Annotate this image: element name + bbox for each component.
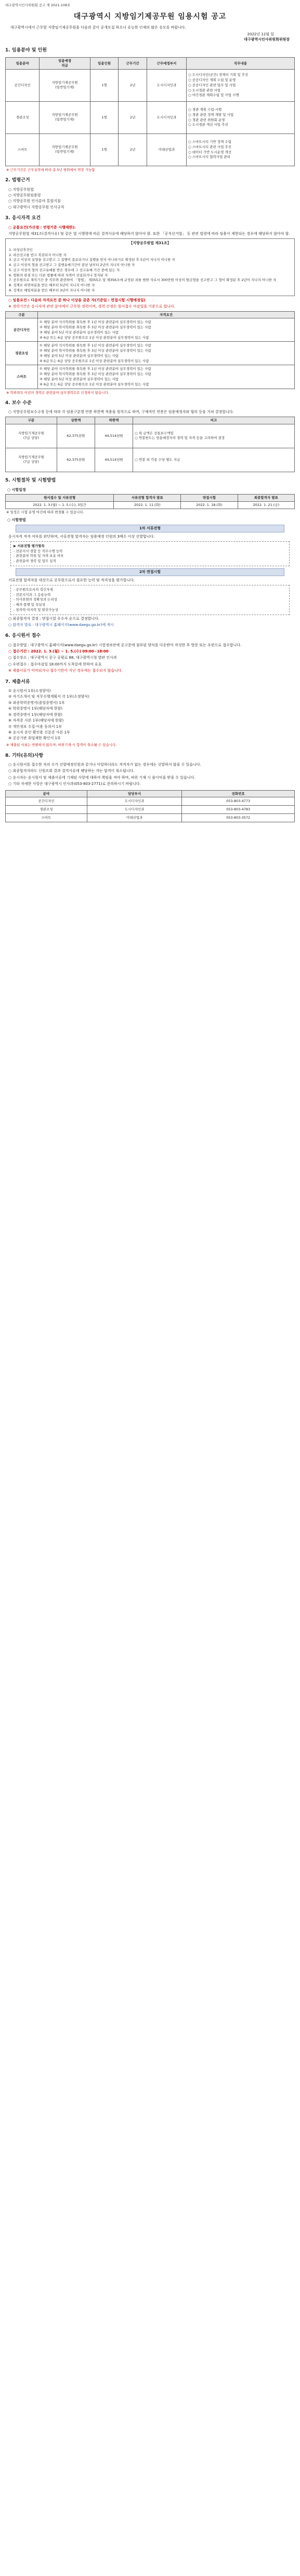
requirement-line: ① 해당 분야 석사학위를 취득한 후 1년 이상 관련분야 실무경력이 있는 사람: [40, 367, 151, 371]
requirement-line: ③ 해당 분야 5년 이상 관련분야 실무경력이 있는 사람: [40, 330, 119, 335]
method-subhead: ○ 시험방법: [7, 517, 26, 522]
disqualification-item: 3. 금고 이상의 실형을 선고받고 그 집행이 종료되거나 집행을 받지 아니하기로 확정된 후 5년이 지나지 아니한 자: [9, 258, 175, 262]
notes-list: [5, 763, 295, 787]
req-header-category: 구분: [6, 311, 38, 318]
legal-basis-item: ○ 대구광역시 지방공무원 인사규칙: [8, 205, 64, 209]
document-item: ⑤ 경력증명서 1부(해당자에 한함): [8, 712, 63, 717]
schedule-header: 원서접수 및 서류전형: [6, 495, 114, 502]
contact-row: [6, 806, 295, 814]
section-4-title: 4. 보수 수준: [5, 401, 32, 406]
stage1-criteria-title: ▶ 서류전형 평가항목: [14, 543, 45, 548]
requirement-text: [38, 342, 295, 365]
legal-basis-item: ○ 지방공무원 인사분야 통합지침: [8, 199, 61, 204]
common-requirement-text: 지방공무원법 제31조(결격사유) 및 같은 법 시행령에 따른 결격사유에 해당하지 않아야 함. 또한 「공직선거법」 등 관련 법령에 따라 임용이 제한되는 경우에 해당하지 않아야 함.: [8, 231, 290, 236]
section-1-title: 1. 임용분야 및 인원: [5, 48, 47, 54]
stage2-criterion: - 창의력·의지력 및 발전가능성: [14, 607, 58, 612]
requirement-text: [38, 365, 295, 389]
contact-cell: 스마트: [6, 814, 87, 822]
position-dept: 미래산업과: [147, 134, 186, 166]
disqualification-box-title: 【지방공무원법 제31조】: [129, 241, 171, 246]
positions-header: 근무예정부서: [147, 58, 186, 70]
schedule-header: 최종합격자 발표: [238, 495, 294, 502]
position-period: 2년: [119, 101, 147, 134]
duty-line: ○ 공공디자인 계획 수립 및 운영: [188, 78, 236, 83]
pay-row: [6, 448, 295, 472]
requirement-line: ② 해당 분야 학사학위를 취득한 후 3년 이상 관련분야 실무경력이 있는 사람: [40, 349, 151, 353]
duty-line: ○ 도시경관 관련 사업: [188, 88, 221, 92]
pay-header: 구분: [6, 417, 57, 424]
legal-basis-item: ○ 지방공무원임용령: [8, 193, 41, 198]
pay-intro: ○ 지방공무원보수규정 등에 따라 각 임용구분별 연봉 하한액 적용을 원칙으로 하며, 구체적인 연봉은 임용예정자와 협의 등을 거쳐 결정합니다.: [8, 410, 234, 415]
section-8-title: 8. 기타(유의)사항: [5, 753, 44, 758]
pay-min: 44,514천원: [95, 424, 133, 448]
contact-row: [6, 814, 295, 822]
pay-header: 상한액: [57, 417, 95, 424]
issuing-org: 대구광역시인사위원회위원장: [244, 37, 290, 42]
pay-min: 44,514천원: [95, 448, 133, 472]
legal-basis-item: ○ 지방공무원법: [8, 187, 34, 192]
duty-line: ○ 데이터 기반 도시운영 개선: [188, 150, 231, 154]
document-item: ④ 학위증명서 1부(해당자에 한함): [8, 706, 63, 711]
positions-header: 직무내용: [186, 58, 294, 70]
stage2-text: 서류전형 합격자를 대상으로 공무원으로서 필요한 능력 및 적격성을 평가합니다.: [8, 578, 135, 583]
duty-line: ○ 경관 관련 정책 개발 및 사업: [188, 112, 234, 117]
career-note: ※ 경력기간은 응시자격 관련 분야에서 근무한 경력이며, 경력 산정은 원서접수 마감일을 기준으로 합니다.: [8, 304, 176, 309]
stage1-text: 응시자격 적격 여부를 판단하며, 서류전형 합격자는 임용예정 인원의 3배수 이상 선발합니다.: [8, 535, 155, 539]
requirements-note: ※ 학위취득 이전의 경력은 관련분야 실무경력으로 인정하지 않습니다.: [6, 390, 109, 395]
section-7-title: 7. 제출서류: [5, 679, 30, 685]
requirement-category: 경관조성: [6, 342, 38, 365]
positions-header: 근무기간: [119, 58, 147, 70]
section-6-title: 6. 응시원서 접수: [5, 633, 41, 639]
disqualification-item: 1. 피성년후견인: [9, 247, 33, 252]
requirements-table: [5, 311, 295, 389]
documents-note: ※ 제출된 서류는 반환하지 않으며, 허위기재 시 합격이 취소될 수 있습니다.: [6, 742, 117, 747]
duty-line: ○ 스마트시티 기반 정책 수립: [188, 140, 231, 144]
page-title: 대구광역시 지방임기제공무원 임용시험 공고: [73, 12, 227, 21]
document-item: ⑧ 응시자 본인 확인용 신분증 사본 1부: [8, 730, 70, 735]
contact-cell: 053-803-4773: [182, 797, 295, 806]
schedule-table: [5, 494, 295, 509]
duty-line: ○ 스마트시티 관련 사업 추진: [188, 144, 231, 149]
document-item: ⑨ 공공기관 취업제한 확인서 1부: [8, 736, 61, 741]
requirement-line: ④ 6급 또는 6급 상당 공무원으로 1년 이상 관련분야 실무경력이 있는 사람: [40, 358, 149, 363]
disqualification-item: 6. 법원의 판결 또는 다른 법률에 따라 자격이 상실되거나 정지된 자: [9, 273, 108, 277]
note-item: ○ 기타 자세한 사항은 대구광역시 인사과(053-803-2771)로 문의하시기 바랍니다.: [8, 782, 141, 786]
requirement-text: [38, 318, 295, 342]
common-requirement-label: ○ 공통요건(가산점 : 연령기준 시행제한):: [8, 225, 76, 230]
pay-row: [6, 424, 295, 448]
section-3-title: 3. 응시자격 요건: [5, 216, 41, 221]
schedule-note: ※ 일정은 시험 운영 여건에 따라 변경될 수 있습니다.: [6, 510, 84, 514]
position-grade: 지방임기제공무원 (일반임기제): [40, 101, 90, 134]
requirement-line: ② 해당 분야 학사학위를 취득한 후 3년 이상 관련분야 실무경력이 있는 사람: [40, 372, 151, 377]
position-grade: 지방임기제공무원 (일반임기제): [40, 134, 90, 166]
contact-cell: 경관조성: [6, 806, 87, 814]
note-item: ○ 응시자는 응시원서 및 제출서류에 기재된 사항에 대하여 책임을 져야 하며, 허위 기재 시 불이익을 받을 수 있습니다.: [8, 775, 195, 780]
position-grade: 지방임기제공무원 (일반임기제): [40, 69, 90, 101]
position-dept: 도시디자인과: [147, 101, 186, 134]
stage2-criterion: - 공무원으로서의 정신자세: [14, 587, 53, 592]
requirement-line: ③ 해당 분야 5년 이상 관련분야 실무경력이 있는 사람: [40, 377, 119, 381]
duty-line: ○ 도시디자인(공간) 정책의 기획 및 추진: [188, 73, 249, 77]
legal-basis-list: [8, 188, 295, 210]
position-duties: [186, 69, 294, 101]
positions-row: [6, 69, 295, 101]
contact-cell: 053-803-4783: [182, 806, 295, 814]
document-item: ③ 최종학력증명서(졸업증명서) 1부: [8, 700, 65, 705]
notice-number: 대구광역시인사위원회 공고 제 2021-108호: [5, 3, 71, 7]
position-field: 스마트: [6, 134, 40, 166]
disqualification-item: 5. 금고 이상의 형의 선고유예를 받은 경우에 그 선고유예 기간 중에 있는 자: [9, 268, 120, 272]
stage1-criterion: - 전문지식·경험 등 직무수행 능력: [14, 549, 63, 553]
stage2-criterion: - 의사표현의 정확성과 논리성: [14, 597, 57, 602]
document-item: ⑥ 자격증 사본 1부(해당자에 한함): [8, 718, 64, 723]
stage2-banner: 2차 면접시험: [16, 568, 284, 576]
pay-note: ○ 연봉 외 각종 수당 별도 지급: [133, 448, 295, 472]
schedule-value: 2022. 1. 21.(금): [238, 501, 294, 509]
requirement-line: ① 해당 분야 석사학위를 취득한 후 1년 이상 관련분야 실무경력이 있는 사람: [40, 320, 151, 325]
duty-line: ○ 공공디자인 관련 업무 및 사업: [188, 83, 236, 87]
requirement-line: ② 해당 분야 학사학위를 취득한 후 3년 이상 관련분야 실무경력이 있는 사람: [40, 325, 151, 330]
stage2-criteria-box: [10, 585, 290, 615]
mail-application: ○ 우편접수 : 접수마감일 18:00까지 도착분에 한하여 유효: [8, 662, 102, 666]
requirement-row: [6, 318, 295, 342]
documents-list: [8, 689, 295, 741]
pay-max: 62,375천원: [57, 424, 95, 448]
requirement-row: [6, 342, 295, 365]
note-item: ○ 응시원서를 접수한 자의 수가 선발예정인원과 같거나 미달하더라도 적격자가 없는 경우에는 선발하지 않을 수 있습니다.: [8, 762, 201, 767]
application-method: ○ 접수방법 : 대구광역시 홈페이지(www.daegu.go.kr) 시험정보란에 공고문에 첨부된 양식을 다운받아 작성한 후 방문 또는 우편으로 접수합니다.: [8, 643, 242, 647]
disqualification-item: 2. 파산선고를 받고 복권되지 아니한 자: [9, 252, 67, 257]
positions-header: 임용인원: [90, 58, 119, 70]
requirement-category: 공간디자인: [6, 318, 38, 342]
contact-row: [6, 797, 295, 806]
pay-header: 하한액: [95, 417, 133, 424]
contact-cell: 도시디자인과: [87, 806, 182, 814]
schedule-value: 2022. 1. 18.(화): [181, 501, 238, 509]
stage2-criterion: - 예의·품행 및 성실성: [14, 603, 45, 607]
contact-cell: 미래산업과: [87, 814, 182, 822]
pay-max: 62,375천원: [57, 448, 95, 472]
requirement-line: ④ 6급 또는 6급 상당 공무원으로 1년 이상 관련분야 실무경력이 있는 사람: [40, 335, 149, 340]
result-announcement: ○ 합격자 발표 : 대구광역시 홈페이지(www.daegu.go.kr)에 게시: [8, 623, 114, 628]
document-item: ② 자기소개서 및 직무수행계획서 각 1부(소정양식): [8, 695, 89, 699]
duty-line: ○ 도시경관 개선 사업 추진: [188, 123, 228, 127]
stage2-criterion: - 전문지식과 그 응용능력: [14, 592, 51, 597]
pay-kind: 지방임기제공무원 (7급 상당): [6, 424, 57, 448]
note-item: ○ 최종합격자라도 신원조회 결과 결격사유에 해당하는 자는 합격이 취소됩니다.: [8, 769, 135, 773]
document-item: ① 응시원서 1부(소정양식): [8, 688, 51, 693]
disqualification-item: 7. 공무원으로 재직기간 중 직무와 관련하여 「형법」 제355조 및 제356조에 규정된 죄를 범한 자로서 300만원 이상의 벌금형을 선고받고 그 형이 확정된 후 2년이 지나지 아니한 자: [9, 278, 277, 283]
positions-row: [6, 101, 295, 134]
application-note: ※ 제출서류가 미비되거나 접수기한이 지난 경우에는 접수되지 않습니다.: [8, 669, 123, 673]
schedule-subhead: ○ 시험일정: [7, 487, 26, 492]
stage1-criteria-box: [10, 541, 290, 566]
contact-header: 전화번호: [182, 790, 295, 797]
schedule-header: 면접시험: [181, 495, 238, 502]
disqualification-item: 8. 징계로 파면처분을 받은 때부터 5년이 지나지 아니한 자: [9, 283, 95, 288]
disqualification-item: 9. 징계로 해임처분을 받은 때부터 3년이 지나지 아니한 자: [9, 288, 95, 292]
contact-cell: 도시디자인과: [87, 797, 182, 806]
appointment-requirement: ○ 임용요건 : 다음의 자격요건 중 하나 이상을 갖춘 자(기준일 : 면접시험 시행예정일): [8, 298, 146, 302]
positions-row: [6, 134, 295, 166]
requirement-line: ③ 해당 분야 5년 이상 관련분야 실무경력이 있는 사람: [40, 353, 119, 358]
positions-table: [5, 57, 295, 166]
stage1-criterion: - 관련분야 학위 및 자격 보유 여부: [14, 554, 64, 558]
contact-header: 분야: [6, 790, 87, 797]
position-period: 2년: [119, 69, 147, 101]
positions-header: 임용분야: [6, 58, 40, 70]
section-5-title: 5. 시험절차 및 시험방법: [5, 477, 56, 483]
position-dept: 도시디자인과: [147, 69, 186, 101]
duty-line: ○ 경관 관련 위원회 운영: [188, 117, 225, 122]
position-field: 경관조성: [6, 101, 40, 134]
position-count: 1명: [90, 69, 119, 101]
section-2-title: 2. 법령근거: [5, 178, 30, 183]
position-field: 공간디자인: [6, 69, 40, 101]
pay-note: ○ 위 금액은 공통보수액임 ○ 연봉한도는 임용예정자의 경력 및 자격 등을 고려하여 결정: [133, 424, 295, 448]
schedule-value: 2022. 1. 3.(월) ~ 1. 5.(수), 3일간: [6, 501, 114, 509]
requirement-row: [6, 365, 295, 389]
final-decision: ○ 최종합격자 결정 : 면접시험 우수자 순으로 결정합니다.: [8, 616, 100, 621]
position-count: 1명: [90, 101, 119, 134]
contact-header: 담당부서: [87, 790, 182, 797]
duty-line: ○ 경관 계획 수립·시행: [188, 108, 222, 112]
disqualification-item: 4. 금고 이상의 형을 선고받고 그 집행유예기간이 끝난 날부터 2년이 지나지 아니한 자: [9, 263, 135, 268]
document-item: ⑦ 개인정보 수집·이용 동의서 1부: [8, 724, 62, 729]
disqualification-box: [5, 238, 295, 296]
pay-table: [5, 417, 295, 472]
schedule-value: 2022. 1. 11.(화): [114, 501, 181, 509]
requirement-line: ① 해당 분야 석사학위를 취득한 후 1년 이상 관련분야 실무경력이 있는 사람: [40, 343, 151, 348]
duty-line: ○ 스마트시티 협력사업 관리: [188, 155, 230, 159]
application-place: ○ 접수장소 : 대구광역시 중구 공평로 88, 대구광역시청 별관 인사과: [8, 656, 117, 660]
application-period: ○ 접수기간 : 2022. 1. 3.(월) ~ 1. 5.(수) 09:00~18:00: [8, 649, 109, 654]
pay-kind: 지방임기제공무원 (7급 상당): [6, 448, 57, 472]
position-count: 1명: [90, 134, 119, 166]
req-header-qualifications: 자격요건: [38, 311, 295, 318]
requirement-line: ④ 6급 또는 6급 상당 공무원으로 1년 이상 관련분야 실무경력이 있는 사람: [40, 382, 149, 386]
position-period: 2년: [119, 134, 147, 166]
pay-header: 비고: [133, 417, 295, 424]
contact-cell: 053-803-3572: [182, 814, 295, 822]
contact-table: [5, 790, 295, 823]
stage1-criterion: - 관련분야 경력 및 업무 실적: [14, 559, 56, 564]
notice-date: 2022년 12월 일: [247, 32, 274, 37]
schedule-header: 서류전형 합격자 발표: [114, 495, 181, 502]
requirement-category: 스마트: [6, 365, 38, 389]
position-duties: [186, 101, 294, 134]
stage1-banner: 1차 서류전형: [16, 525, 284, 532]
intro-text: 대구광역시에서 근무할 지방임기제공무원을 다음과 같이 공개모집 하오니 유능한 인재의 많은 응모를 바랍니다.: [10, 25, 186, 30]
contact-cell: 공간디자인: [6, 797, 87, 806]
positions-note: ※ 근무기간은 근무실적에 따라 총 5년 범위에서 연장 가능함: [6, 167, 95, 172]
position-duties: [186, 134, 294, 166]
duty-line: ○ 야간경관 계획수립 및 사업 시행: [188, 93, 239, 98]
positions-header: 임용예정 직급: [40, 58, 90, 70]
